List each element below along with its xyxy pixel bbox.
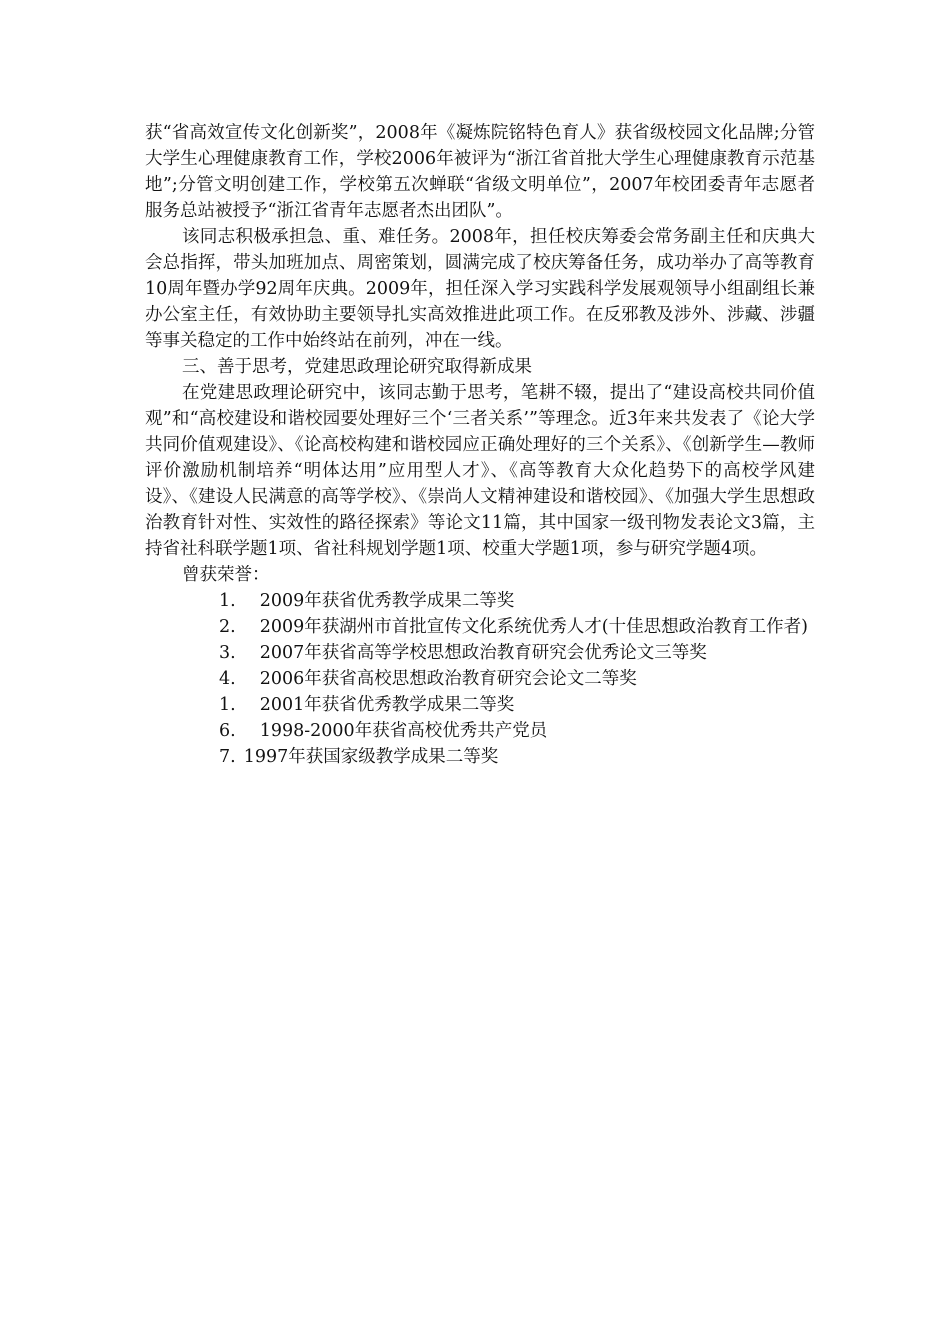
honor-text: 2007年获省高等学校思想政治教育研究会优秀论文三等奖	[259, 643, 707, 663]
honor-item	[145, 588, 815, 614]
honor-number: 7.	[219, 747, 236, 767]
honor-item	[145, 640, 815, 666]
honor-item	[145, 744, 815, 770]
document-body	[145, 120, 815, 770]
honor-text: 2009年获湖州市首批宣传文化系统优秀人才(十佳思想政治教育工作者)	[259, 617, 808, 637]
honor-text: 2001年获省优秀教学成果二等奖	[259, 695, 515, 715]
honor-number: 1.	[219, 695, 236, 715]
honor-number: 1.	[219, 591, 236, 611]
honor-item	[145, 666, 815, 692]
honor-number: 4.	[219, 669, 236, 689]
paragraph-key-tasks: 该同志积极承担急、重、难任务。2008年，担任校庆筹委会常务副主任和庆典大会总指挥，带头加班加点、周密策划，圆满完成了校庆筹备任务，成功举办了高等教育10周年暨办学92周年庆典。2009年，担任深入学习实践科学发展观领导小组副组长兼办公室主任，有效协助主要领导扎实高效推进此项工作。在反邪教及涉外、涉藏、涉疆等事关稳定的工作中始终站在前列，冲在一线。	[145, 227, 815, 351]
paragraph-awards-continued: 获“省高效宣传文化创新奖”，2008年《凝炼院铭特色育人》获省级校园文化品牌;分管大学生心理健康教育工作，学校2006年被评为“浙江省首批大学生心理健康教育示范基地”;分管文明创建工作，学校第五次蝉联“省级文明单位”，2007年校团委青年志愿者服务总站被授予“浙江省青年志愿者杰出团队”。	[145, 123, 815, 221]
honor-item	[145, 614, 815, 640]
honor-number: 6.	[219, 721, 236, 741]
honor-item	[145, 718, 815, 744]
honor-item	[145, 692, 815, 718]
honor-number: 3.	[219, 643, 236, 663]
honor-text: 2009年获省优秀教学成果二等奖	[259, 591, 515, 611]
honors-list	[145, 588, 815, 770]
paragraph-research: 在党建思政理论研究中，该同志勤于思考，笔耕不辍，提出了“建设高校共同价值观”和“高校建设和谐校园要处理好三个‘三者关系’”等理念。近3年来共发表了《论大学共同价值观建设》、《论高校构建和谐校园应正确处理好的三个关系》、《创新学生—教师评价激励机制培养“明体达用”应用型人才》、《高等教育大众化趋势下的高校学风建设》、《建设人民满意的高等学校》、《崇尚人文精神建设和谐校园》、《加强大学生思想政治教育针对性、实效性的路径探索》等论文11篇，其中国家一级刊物发表论文3篇，主持省社科联学题1项、省社科规划学题1项、校重大学题1项，参与研究学题4项。	[145, 383, 815, 559]
honor-number: 2.	[219, 617, 236, 637]
honors-heading: 曾获荣誉：	[182, 565, 270, 585]
honor-text: 2006年获省高校思想政治教育研究会论文二等奖	[259, 669, 637, 689]
honor-text: 1998-2000年获省高校优秀共产党员	[259, 721, 548, 741]
section-heading-research: 三、善于思考，党建思政理论研究取得新成果	[182, 357, 532, 377]
honor-text: 1997年获国家级教学成果二等奖	[243, 747, 499, 767]
